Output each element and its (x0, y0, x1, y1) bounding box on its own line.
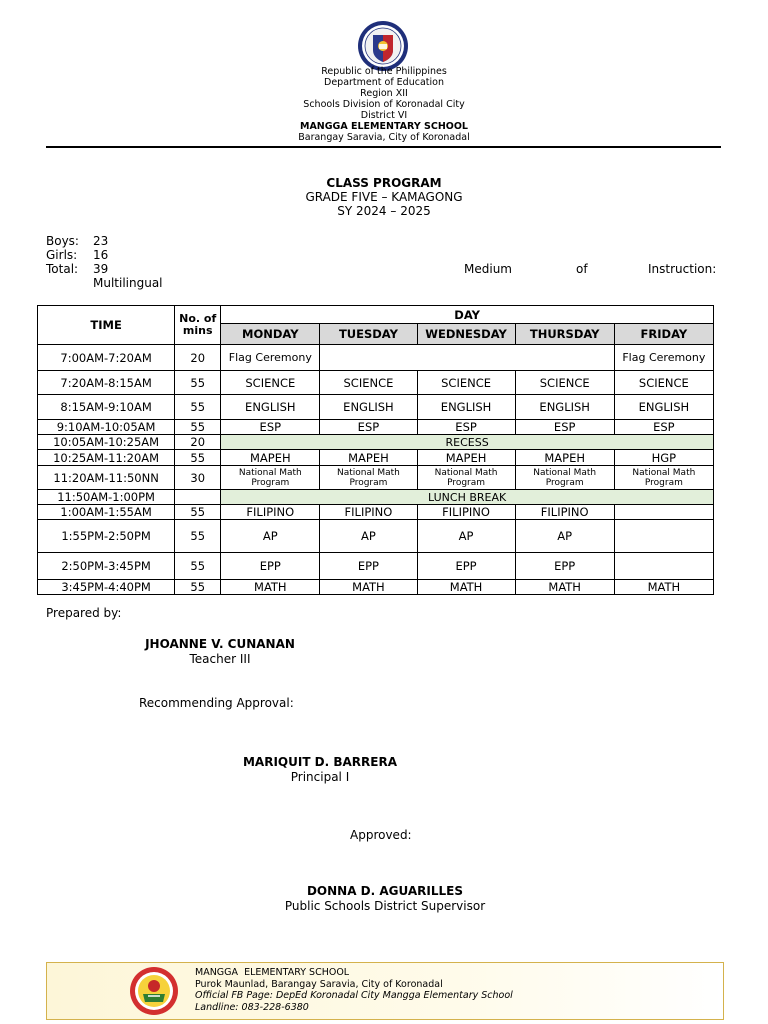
medium-word: Medium (464, 262, 512, 276)
subject-cell: Flag Ceremony (221, 345, 320, 371)
mins-cell: 55 (175, 553, 221, 580)
subject-cell: MATH (515, 580, 614, 595)
subject-cell: MATH (320, 580, 417, 595)
header-line: District VI (360, 110, 408, 121)
subject-cell (614, 520, 713, 553)
day-column-header: TUESDAY (320, 324, 417, 345)
subject-cell: MAPEH (515, 450, 614, 466)
time-cell: 2:50PM-3:45PM (38, 553, 175, 580)
recommending-approval-label: Recommending Approval: (139, 696, 294, 710)
grade-section: GRADE FIVE – KAMAGONG (305, 190, 463, 204)
subject-cell: SCIENCE (614, 371, 713, 395)
time-cell: 8:15AM-9:10AM (38, 395, 175, 420)
subject-cell: ESP (221, 420, 320, 435)
subject-cell: National Math Program (614, 466, 713, 490)
mins-cell (175, 490, 221, 505)
subject-cell: ENGLISH (320, 395, 417, 420)
subject-cell: FILIPINO (320, 505, 417, 520)
subject-cell: SCIENCE (515, 371, 614, 395)
prepared-by-block (120, 637, 320, 667)
of-word: of (576, 262, 588, 276)
recommending-name: MARIQUIT D. BARRERA (242, 755, 398, 769)
subject-cell: EPP (515, 553, 614, 580)
header-line: Department of Education (324, 77, 444, 88)
time-cell: 7:00AM-7:20AM (38, 345, 175, 371)
table-row (38, 466, 714, 490)
day-column-header: MONDAY (221, 324, 320, 345)
time-cell: 3:45PM-4:40PM (38, 580, 175, 595)
instruction-word: Instruction: (648, 262, 717, 276)
subject-cell: AP (417, 520, 515, 553)
table-row (38, 580, 714, 595)
subject-cell (614, 553, 713, 580)
time-column-header: TIME (38, 306, 175, 345)
school-name: MANGGA ELEMENTARY SCHOOL (300, 121, 468, 132)
footer-text-block (195, 967, 513, 1013)
table-row (38, 450, 714, 466)
header-line: Schools Division of Koronadal City (303, 99, 465, 110)
document-title: CLASS PROGRAM (326, 176, 442, 190)
subject-cell: AP (320, 520, 417, 553)
class-schedule-table (37, 305, 714, 595)
footer-banner (46, 962, 724, 1020)
header-divider (46, 146, 721, 148)
boys-label: Boys: (46, 234, 79, 248)
day-column-header: FRIDAY (614, 324, 713, 345)
table-row (38, 371, 714, 395)
approved-label: Approved: (350, 828, 412, 842)
subject-cell: FILIPINO (417, 505, 515, 520)
subject-cell: FILIPINO (515, 505, 614, 520)
school-seal-logo (129, 966, 179, 1016)
subject-cell: National Math Program (417, 466, 515, 490)
subject-cell: MAPEH (320, 450, 417, 466)
subject-cell: ENGLISH (614, 395, 713, 420)
time-cell: 9:10AM-10:05AM (38, 420, 175, 435)
approved-block (250, 884, 520, 914)
school-address: Barangay Saravia, City of Koronadal (298, 132, 470, 143)
time-cell: 11:20AM-11:50NN (38, 466, 175, 490)
recess-band: RECESS (221, 435, 714, 450)
approved-title: Public Schools District Supervisor (284, 899, 486, 913)
boys-count: 23 (93, 234, 109, 248)
letterhead (0, 66, 768, 143)
subject-cell: MATH (614, 580, 713, 595)
subject-cell: ENGLISH (221, 395, 320, 420)
recommending-block (210, 755, 430, 785)
subject-cell: FILIPINO (221, 505, 320, 520)
mins-cell: 55 (175, 395, 221, 420)
time-cell: 10:05AM-10:25AM (38, 435, 175, 450)
subject-cell: HGP (614, 450, 713, 466)
footer-address: Purok Maunlad, Barangay Saravia, City of Koronadal (195, 978, 443, 990)
mins-column-header: No. of mins (175, 306, 221, 345)
prepared-by-name: JHOANNE V. CUNANAN (145, 637, 295, 651)
subject-cell: National Math Program (515, 466, 614, 490)
subject-cell: ENGLISH (515, 395, 614, 420)
total-count: 39 (93, 262, 109, 276)
table-row (38, 553, 714, 580)
document-title-block (0, 176, 768, 218)
girls-label: Girls: (46, 248, 78, 262)
mins-cell: 55 (175, 580, 221, 595)
table-row (38, 420, 714, 435)
day-header: DAY (221, 306, 714, 324)
subject-cell (614, 505, 713, 520)
table-row (38, 505, 714, 520)
subject-cell: National Math Program (221, 466, 320, 490)
subject-cell: AP (221, 520, 320, 553)
time-cell: 7:20AM-8:15AM (38, 371, 175, 395)
subject-cell: EPP (417, 553, 515, 580)
time-cell: 1:00AM-1:55AM (38, 505, 175, 520)
prepared-by-label: Prepared by: (46, 606, 122, 620)
mins-cell: 20 (175, 435, 221, 450)
subject-cell: SCIENCE (320, 371, 417, 395)
deped-seal-logo (357, 20, 409, 72)
subject-cell: EPP (320, 553, 417, 580)
table-row (38, 490, 714, 505)
subject-cell: ESP (614, 420, 713, 435)
footer-landline: Landline: 083-228-6380 (195, 1001, 309, 1013)
subject-cell: ESP (417, 420, 515, 435)
mins-cell: 55 (175, 420, 221, 435)
time-cell: 11:50AM-1:00PM (38, 490, 175, 505)
time-cell: 1:55PM-2:50PM (38, 520, 175, 553)
table-row (38, 345, 714, 371)
table-row (38, 435, 714, 450)
mins-cell: 55 (175, 520, 221, 553)
subject-cell: SCIENCE (221, 371, 320, 395)
recommending-title: Principal I (290, 770, 350, 784)
subject-cell: MAPEH (417, 450, 515, 466)
lunch-break-band: LUNCH BREAK (221, 490, 714, 505)
mins-cell: 55 (175, 450, 221, 466)
subject-cell: ESP (320, 420, 417, 435)
subject-cell: AP (515, 520, 614, 553)
table-row (38, 520, 714, 553)
school-year: SY 2024 – 2025 (337, 204, 431, 218)
table-row (38, 395, 714, 420)
subject-cell (320, 345, 614, 371)
subject-cell: ENGLISH (417, 395, 515, 420)
subject-cell: EPP (221, 553, 320, 580)
medium-value: Multilingual (93, 276, 163, 290)
header-line: Region XII (360, 88, 408, 99)
subject-cell: MATH (417, 580, 515, 595)
subject-cell: MATH (221, 580, 320, 595)
subject-cell: ESP (515, 420, 614, 435)
mins-cell: 55 (175, 505, 221, 520)
prepared-by-title: Teacher III (189, 652, 251, 666)
day-column-header: THURSDAY (515, 324, 614, 345)
mins-cell: 55 (175, 371, 221, 395)
day-column-header: WEDNESDAY (417, 324, 515, 345)
footer-school-name: MANGGA ELEMENTARY SCHOOL (195, 967, 350, 978)
total-label: Total: (46, 262, 79, 276)
footer-fb-page: Official FB Page: DepEd Koronadal City Mangga Elementary School (195, 990, 513, 1001)
subject-cell: National Math Program (320, 466, 417, 490)
subject-cell: SCIENCE (417, 371, 515, 395)
mins-cell: 30 (175, 466, 221, 490)
time-cell: 10:25AM-11:20AM (38, 450, 175, 466)
subject-cell: MAPEH (221, 450, 320, 466)
mins-cell: 20 (175, 345, 221, 371)
girls-count: 16 (93, 248, 109, 262)
header-line: Republic of the Philippines (321, 66, 447, 77)
subject-cell: Flag Ceremony (614, 345, 713, 371)
approved-name: DONNA D. AGUARILLES (306, 884, 464, 898)
